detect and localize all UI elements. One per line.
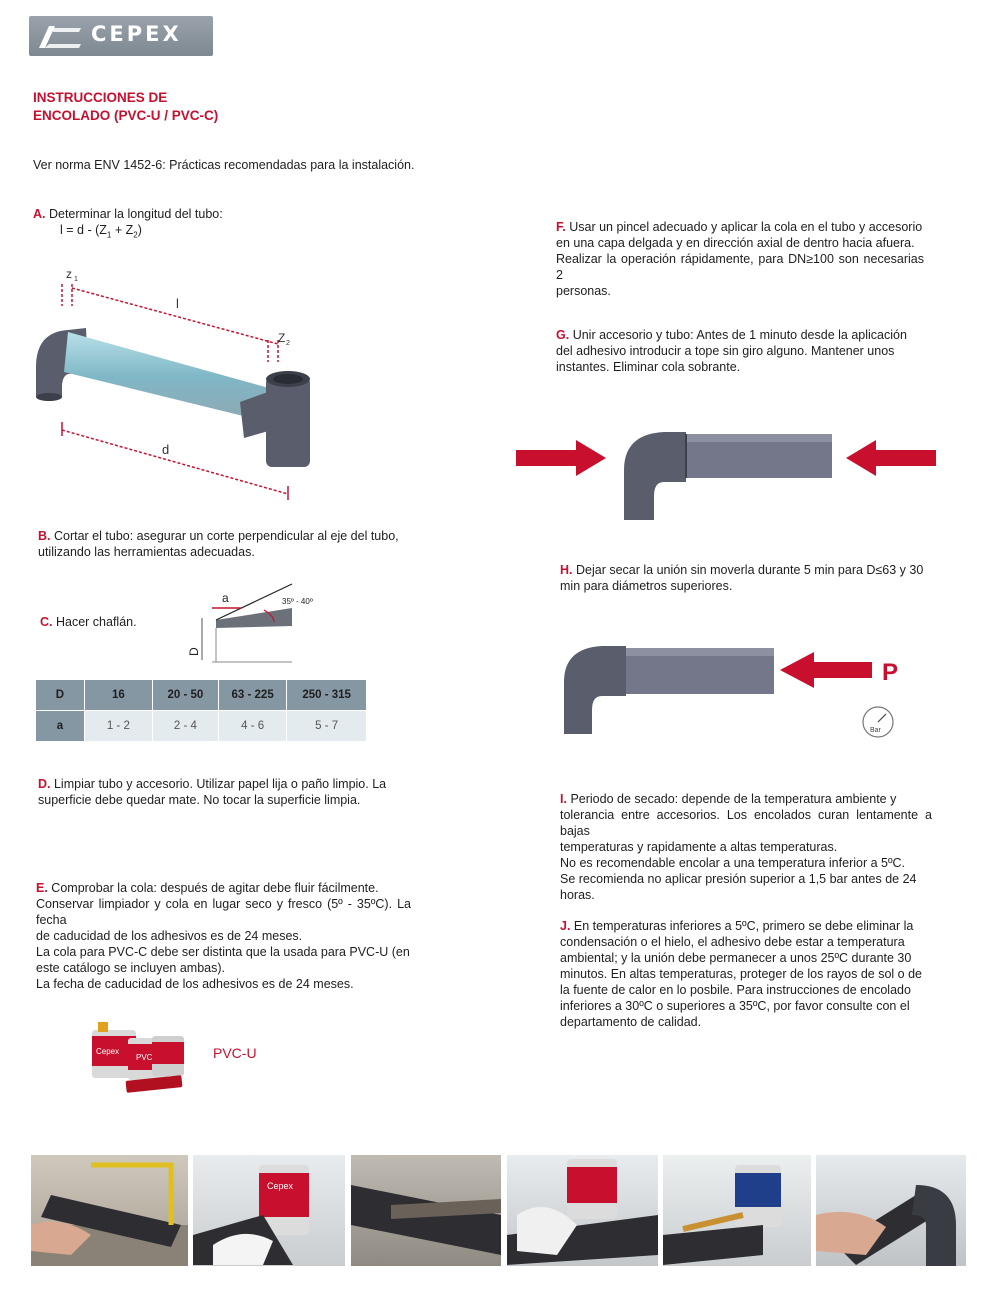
chamfer-pipe-photo <box>351 1155 501 1266</box>
label-D: D <box>187 647 201 656</box>
step-a <box>33 206 223 222</box>
table-cell: D <box>36 680 85 711</box>
title-line-1: INSTRUCCIONES DE <box>33 90 168 105</box>
label-z1: z <box>66 267 72 281</box>
can-brand-label: Cepex <box>96 1047 120 1056</box>
step-b-text-2: utilizando las herramientas adecuadas. <box>38 545 255 559</box>
step-b-text: Cortar el tubo: asegurar un corte perpendicular al eje del tubo, <box>53 529 399 543</box>
cepex-logo <box>29 16 213 56</box>
step-d-text: Limpiar tubo y accesorio. Utilizar papel lija o paño limpio. La <box>53 777 387 791</box>
step-d-text-2: superficie debe quedar mate. No tocar la superficie limpia. <box>38 793 361 807</box>
table-cell: 5 - 7 <box>287 711 367 742</box>
label-angle: 35º - 40º <box>282 597 313 606</box>
logo-mark-icon <box>35 22 83 50</box>
intro-text: Ver norma ENV 1452-6: Prácticas recomendadas para la instalación. <box>33 158 415 172</box>
gauge-label: Bar <box>870 727 881 734</box>
logo-text: CEPEX <box>91 22 182 46</box>
arrow-right-icon <box>516 440 606 476</box>
step-a-letter: A. <box>33 207 46 221</box>
table-cell: 20 - 50 <box>152 680 218 711</box>
pressure-diagram <box>562 640 902 740</box>
title-line-2: ENCOLADO (PVC-U / PVC-C) <box>33 108 219 123</box>
table-cell: 250 - 315 <box>287 680 367 711</box>
brush-glue-photo <box>663 1155 811 1266</box>
table-cell: 4 - 6 <box>218 711 286 742</box>
table-cell: 16 <box>84 680 152 711</box>
elbow-joining-photo <box>816 1155 966 1266</box>
step-h: H. Dejar secar la unión sin moverla durante 5 min para D≤63 y 30 min para diámetros superiores. <box>560 563 924 593</box>
table-cell: 63 - 225 <box>218 680 286 711</box>
arrow-left-icon <box>846 440 936 476</box>
pressure-label: P <box>882 659 899 686</box>
step-i: I. Periodo de secado: depende de la temperatura ambiente y tolerancia entre accesorios. Los encolados curan lentamente a bajas temperaturas y rapidamente a altas temperaturas. No es recomendable encolar a una temperatura inferior a 5ºC. Se recomienda no aplicar presión superior a 1,5 bar antes de 24 horas. <box>560 792 932 902</box>
chamfer-diagram <box>182 580 332 666</box>
label-a: a <box>222 591 229 605</box>
label-d: d <box>162 442 170 457</box>
step-f: F. Usar un pincel adecuado y aplicar la cola en el tubo y accesorio en una capa delgada y en dirección axial de dentro hacia afuera. Realizar la operación rápidamente, para DN≥100 son necesarias 2 personas. <box>556 220 924 298</box>
svg-text:1: 1 <box>74 276 78 283</box>
pressure-arrow-icon <box>780 652 872 688</box>
table-row <box>36 711 367 742</box>
step-d: D. Limpiar tubo y accesorio. Utilizar papel lija o paño limpio. La superficie debe quedar mate. No tocar la superficie limpia. <box>38 777 387 807</box>
table-cell: 1 - 2 <box>84 711 152 742</box>
step-g: G. Unir accesorio y tubo: Antes de 1 minuto desde la aplicación del adhesivo introducir a tope sin giro alguno. Mantener unos instantes. Eliminar cola sobrante. <box>556 328 907 374</box>
photo-can-brand: Cepex <box>267 1181 294 1191</box>
table-cell: 2 - 4 <box>152 711 218 742</box>
step-a-formula: $l = d - (Z_1 + Z_2)$ <box>60 223 142 240</box>
cleaning-cloth-photo <box>507 1155 658 1266</box>
step-c-text: Hacer chaflán. <box>55 615 137 629</box>
page-title <box>33 89 218 125</box>
adhesive-cans-image <box>90 1008 190 1100</box>
step-a-text: Determinar la longitud del tubo: <box>48 207 223 221</box>
pipe-length-diagram <box>28 262 328 502</box>
step-j: J. En temperaturas inferiores a 5ºC, primero se debe eliminar la condensación o el hielo, el adhesivo debe estar a temperatura ambiental; y la unión debe permanecer a unos 25ºC durante 30 minutos. En altas temperaturas, proteger de los rayos de sol o de la fuente de calor en lo posbile. Para instrucciones de encolado inferiores a 30ºC o superiores a 35ºC, por favor consulte con el departamento de calidad. <box>560 919 922 1029</box>
pressure-gauge-icon <box>863 707 893 737</box>
step-e: E. Comprobar la cola: después de agitar debe fluir fácilmente. Conservar limpiador y cola en lugar seco y fresco (5º - 35ºC). La fecha de caducidad de los adhesivos es de 24 meses. La cola para PVC-C debe ser distinta que la usada para PVC-U (en este catálogo se incluyen ambas). La fecha de caducidad de los adhesivos es de 24 meses. <box>36 881 411 991</box>
product-label: PVC-U <box>213 1045 257 1061</box>
can-cleaning-photo <box>193 1155 345 1266</box>
table-cell: a <box>36 711 85 742</box>
chamfer-table <box>35 679 367 742</box>
table-header-row <box>36 680 367 711</box>
svg-text:2: 2 <box>286 340 290 347</box>
step-b: B. Cortar el tubo: asegurar un corte perpendicular al eje del tubo, utilizando las herramientas adecuadas. <box>38 529 399 559</box>
label-z2: Z <box>278 331 286 345</box>
saw-cutting-photo <box>31 1155 188 1266</box>
label-l: l <box>176 296 179 311</box>
step-c: C. Hacer chaflán. <box>40 615 137 629</box>
joining-diagram <box>514 420 938 526</box>
can-pvc-label: PVC <box>136 1053 153 1062</box>
